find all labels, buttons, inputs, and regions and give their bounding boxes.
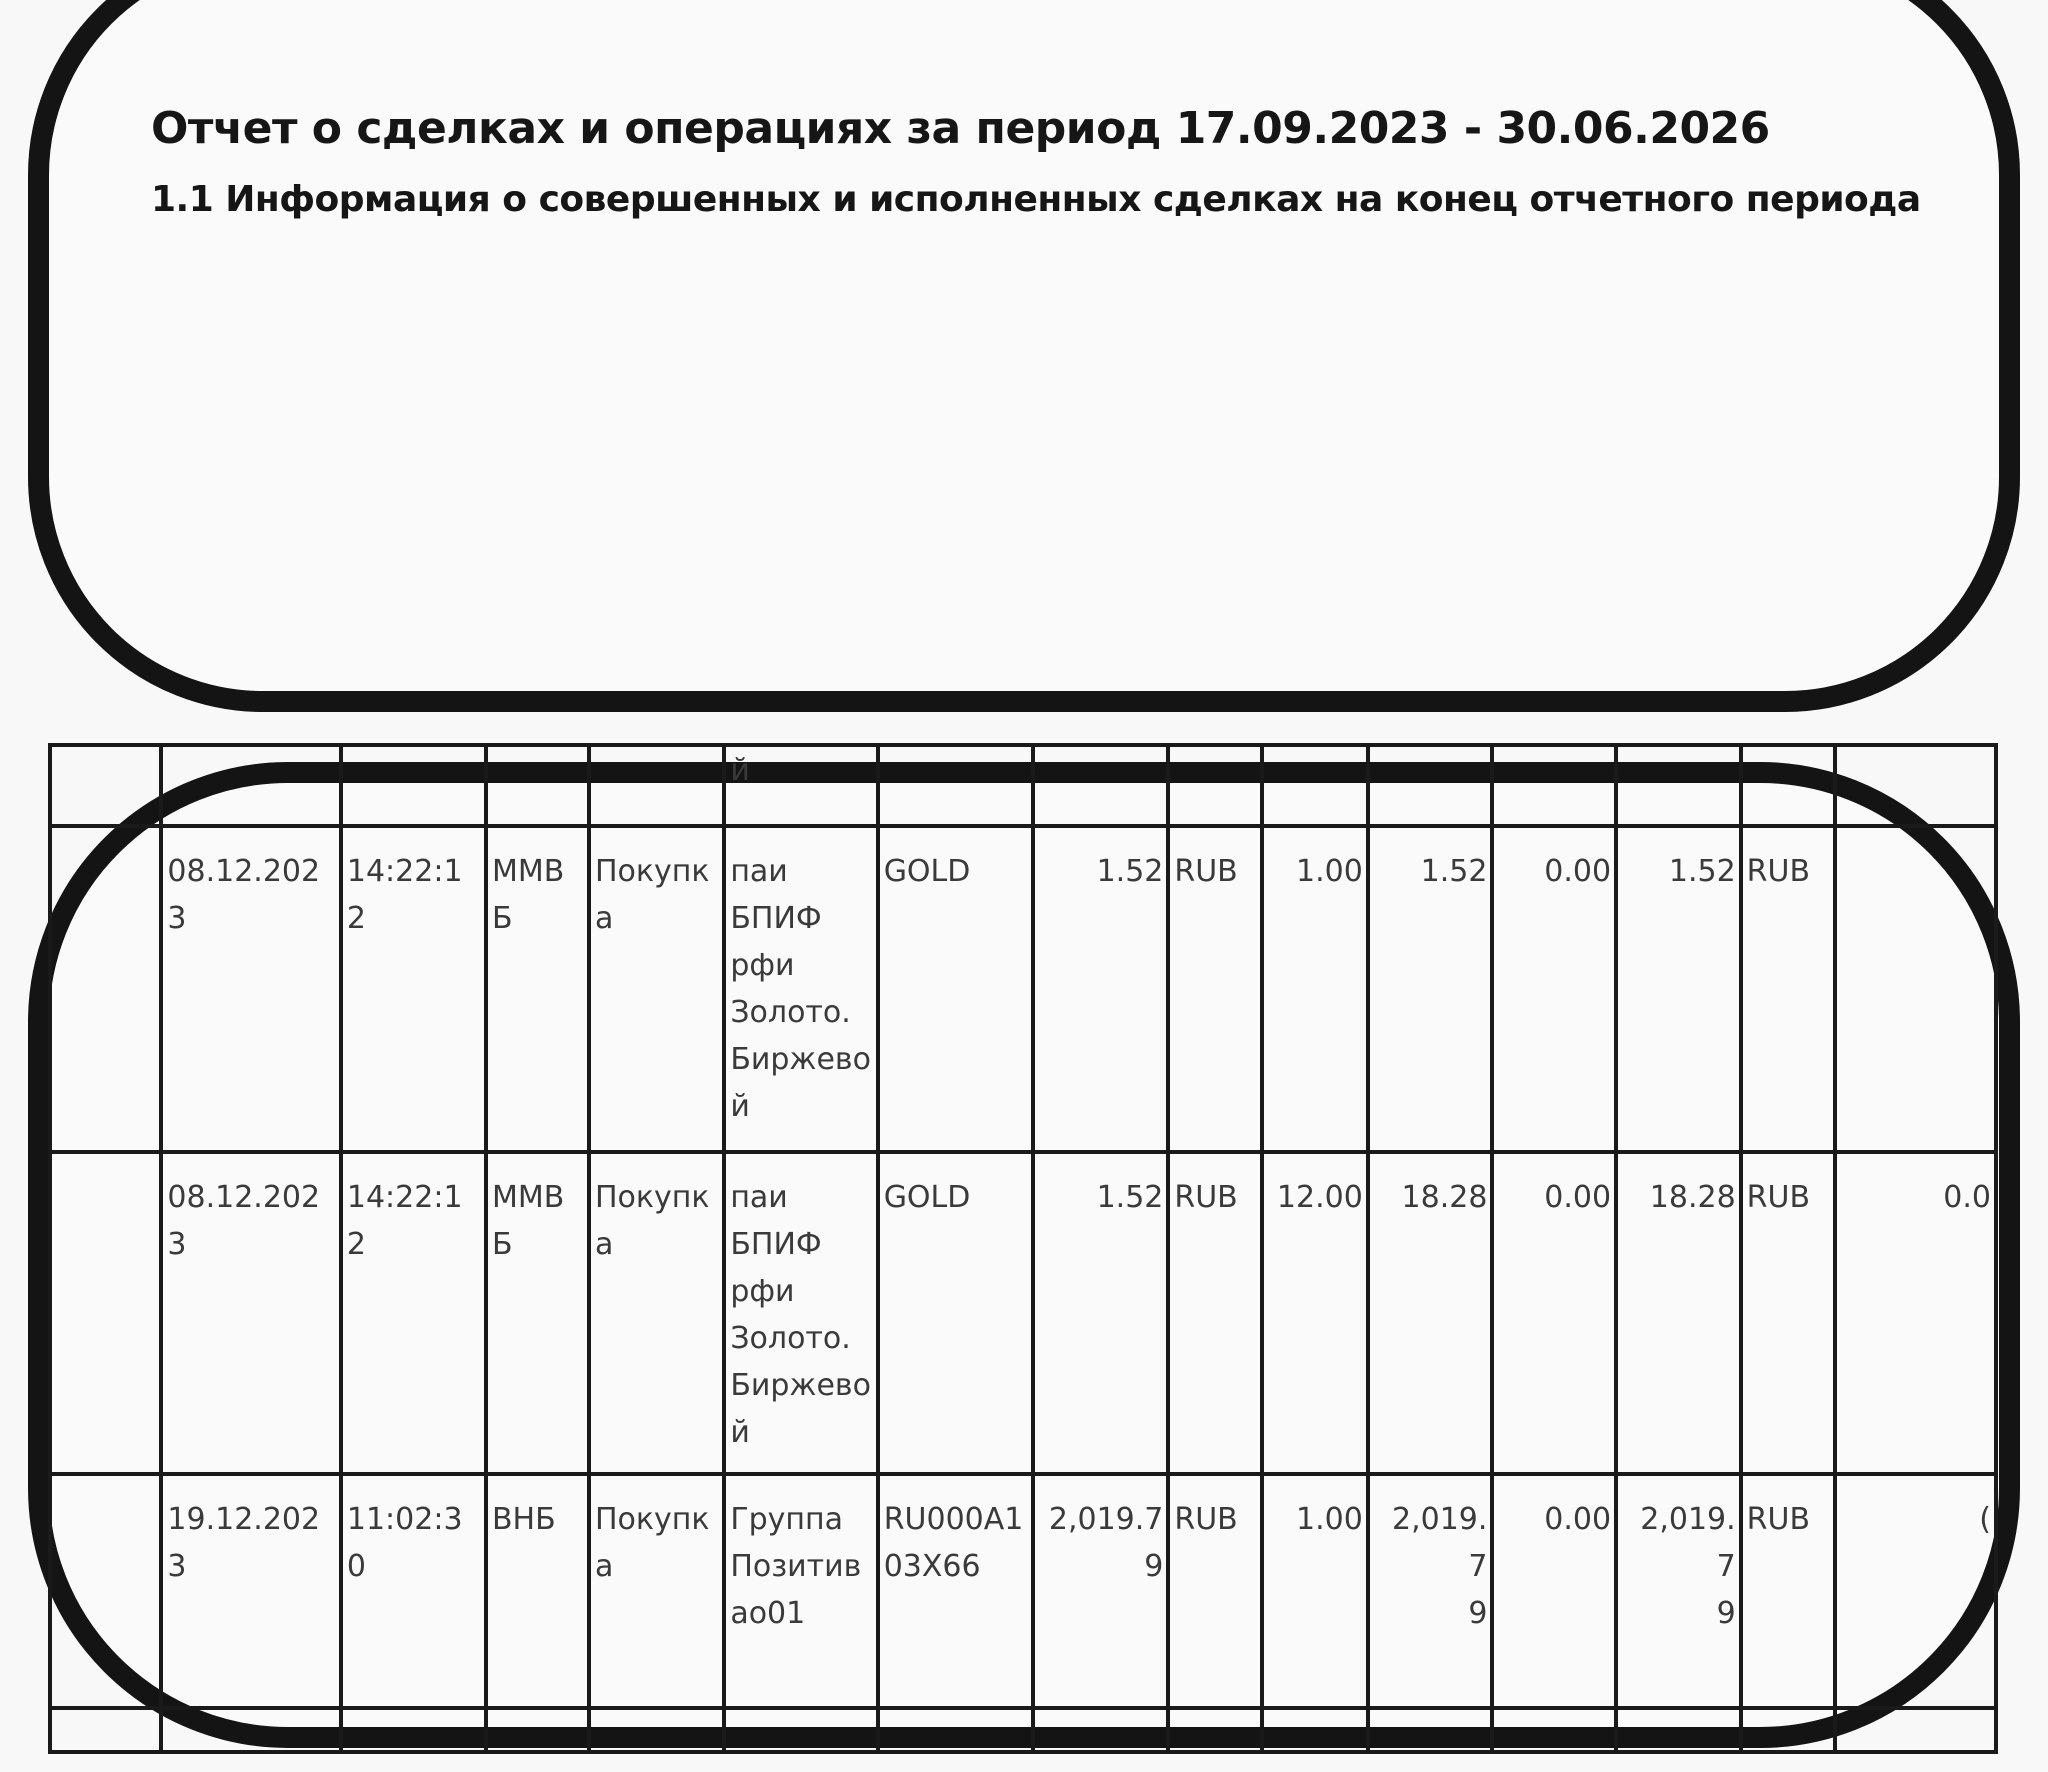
table-row bbox=[50, 1474, 1996, 1708]
report-header-panel bbox=[28, 0, 2020, 712]
table-cell-blank bbox=[1741, 1708, 1835, 1752]
cell-operation: Покупка bbox=[589, 826, 724, 1152]
table-cell: й bbox=[724, 745, 877, 826]
cell-price: 2,019.7 9 bbox=[1033, 1474, 1169, 1708]
cell-time: 14:22:12 bbox=[341, 826, 486, 1152]
cell-amount: 1.52 bbox=[1368, 826, 1493, 1152]
table-cell bbox=[1168, 745, 1261, 826]
table-row bbox=[50, 1152, 1996, 1474]
cell-total: 18.28 bbox=[1616, 1152, 1741, 1474]
cell-price-currency: RUB bbox=[1168, 826, 1261, 1152]
cell-operation: Покупка bbox=[589, 1152, 724, 1474]
table-cell bbox=[1492, 745, 1616, 826]
table-cell-blank bbox=[50, 826, 161, 1152]
cell-price-currency: RUB bbox=[1168, 1152, 1261, 1474]
cell-code: GOLD bbox=[878, 826, 1033, 1152]
table-cell-blank bbox=[50, 1708, 161, 1752]
cell-amount: 18.28 bbox=[1368, 1152, 1493, 1474]
cell-instrument: паи БПИФ рфи Золото. Биржево й bbox=[724, 1152, 877, 1474]
cell-total-currency: RUB bbox=[1741, 1474, 1835, 1708]
table-cell-blank bbox=[1033, 1708, 1169, 1752]
table-cell-blank bbox=[589, 1708, 724, 1752]
cell-total: 2,019.7 9 bbox=[1616, 1474, 1741, 1708]
cell-time: 11:02:30 bbox=[341, 1474, 486, 1708]
cell-code: GOLD bbox=[878, 1152, 1033, 1474]
table-cell bbox=[341, 745, 486, 826]
cell-price: 1.52 bbox=[1033, 1152, 1169, 1474]
cell-quantity: 12.00 bbox=[1262, 1152, 1368, 1474]
table-cell-blank bbox=[341, 1708, 486, 1752]
table-cell-blank bbox=[1368, 1708, 1493, 1752]
table-cell-blank bbox=[724, 1708, 877, 1752]
cell-extra: 0.0 bbox=[1835, 1152, 1996, 1474]
table-cell-blank bbox=[486, 1708, 589, 1752]
table-cell-blank bbox=[1262, 1708, 1368, 1752]
cell-extra: ( bbox=[1835, 1474, 1996, 1708]
cell-date: 19.12.2023 bbox=[161, 1474, 340, 1708]
table-cell-blank bbox=[1835, 1708, 1996, 1752]
cell-time: 14:22:12 bbox=[341, 1152, 486, 1474]
table-cell-blank bbox=[1616, 1708, 1741, 1752]
cell-instrument: Группа Позитив ао01 bbox=[724, 1474, 877, 1708]
report-subtitle: 1.1 Информация о совершенных и исполненных сделках на конец отчетного периода bbox=[151, 179, 1921, 220]
table-cell bbox=[878, 745, 1033, 826]
cell-nkd: 0.00 bbox=[1492, 1474, 1616, 1708]
cell-total-currency: RUB bbox=[1741, 826, 1835, 1152]
cell-nkd: 0.00 bbox=[1492, 1152, 1616, 1474]
table-cell-blank bbox=[161, 1708, 340, 1752]
cell-total: 1.52 bbox=[1616, 826, 1741, 1152]
table-cell bbox=[1835, 745, 1996, 826]
table-cell-blank bbox=[1168, 1708, 1261, 1752]
cell-quantity: 1.00 bbox=[1262, 826, 1368, 1152]
cell-code: RU000A1 03X66 bbox=[878, 1474, 1033, 1708]
cell-price: 1.52 bbox=[1033, 826, 1169, 1152]
table-cell-blank bbox=[50, 1152, 161, 1474]
report-title: Отчет о сделках и операциях за период 17.09.2023 - 30.06.2026 bbox=[151, 103, 1770, 154]
cell-quantity: 1.00 bbox=[1262, 1474, 1368, 1708]
cell-extra bbox=[1835, 826, 1996, 1152]
cell-exchange: ВНБ bbox=[486, 1474, 589, 1708]
cell-price-currency: RUB bbox=[1168, 1474, 1261, 1708]
table-cell bbox=[50, 745, 161, 826]
table-cell bbox=[589, 745, 724, 826]
cell-total-currency: RUB bbox=[1741, 1152, 1835, 1474]
table-cell bbox=[1616, 745, 1741, 826]
cell-date: 08.12.2023 bbox=[161, 1152, 340, 1474]
table-cell bbox=[1368, 745, 1493, 826]
table-cell-blank bbox=[878, 1708, 1033, 1752]
table-row-stub bbox=[50, 745, 1996, 826]
cell-instrument: паи БПИФ рфи Золото. Биржево й bbox=[724, 826, 877, 1152]
deals-table-panel bbox=[28, 753, 2020, 1748]
table-cell bbox=[1033, 745, 1169, 826]
deals-table bbox=[48, 743, 1998, 1754]
table-cell-blank bbox=[50, 1474, 161, 1708]
table-cell bbox=[161, 745, 340, 826]
table-row-partial bbox=[50, 1708, 1996, 1752]
cell-operation: Покупка bbox=[589, 1474, 724, 1708]
table-cell-blank bbox=[1492, 1708, 1616, 1752]
table-row bbox=[50, 826, 1996, 1152]
deals-table-viewport bbox=[49, 753, 1999, 1727]
table-cell bbox=[486, 745, 589, 826]
table-cell bbox=[1741, 745, 1835, 826]
cell-nkd: 0.00 bbox=[1492, 826, 1616, 1152]
cell-date: 08.12.2023 bbox=[161, 826, 340, 1152]
cell-exchange: ММВБ bbox=[486, 826, 589, 1152]
cell-exchange: ММВБ bbox=[486, 1152, 589, 1474]
cell-amount: 2,019.7 9 bbox=[1368, 1474, 1493, 1708]
table-cell bbox=[1262, 745, 1368, 826]
